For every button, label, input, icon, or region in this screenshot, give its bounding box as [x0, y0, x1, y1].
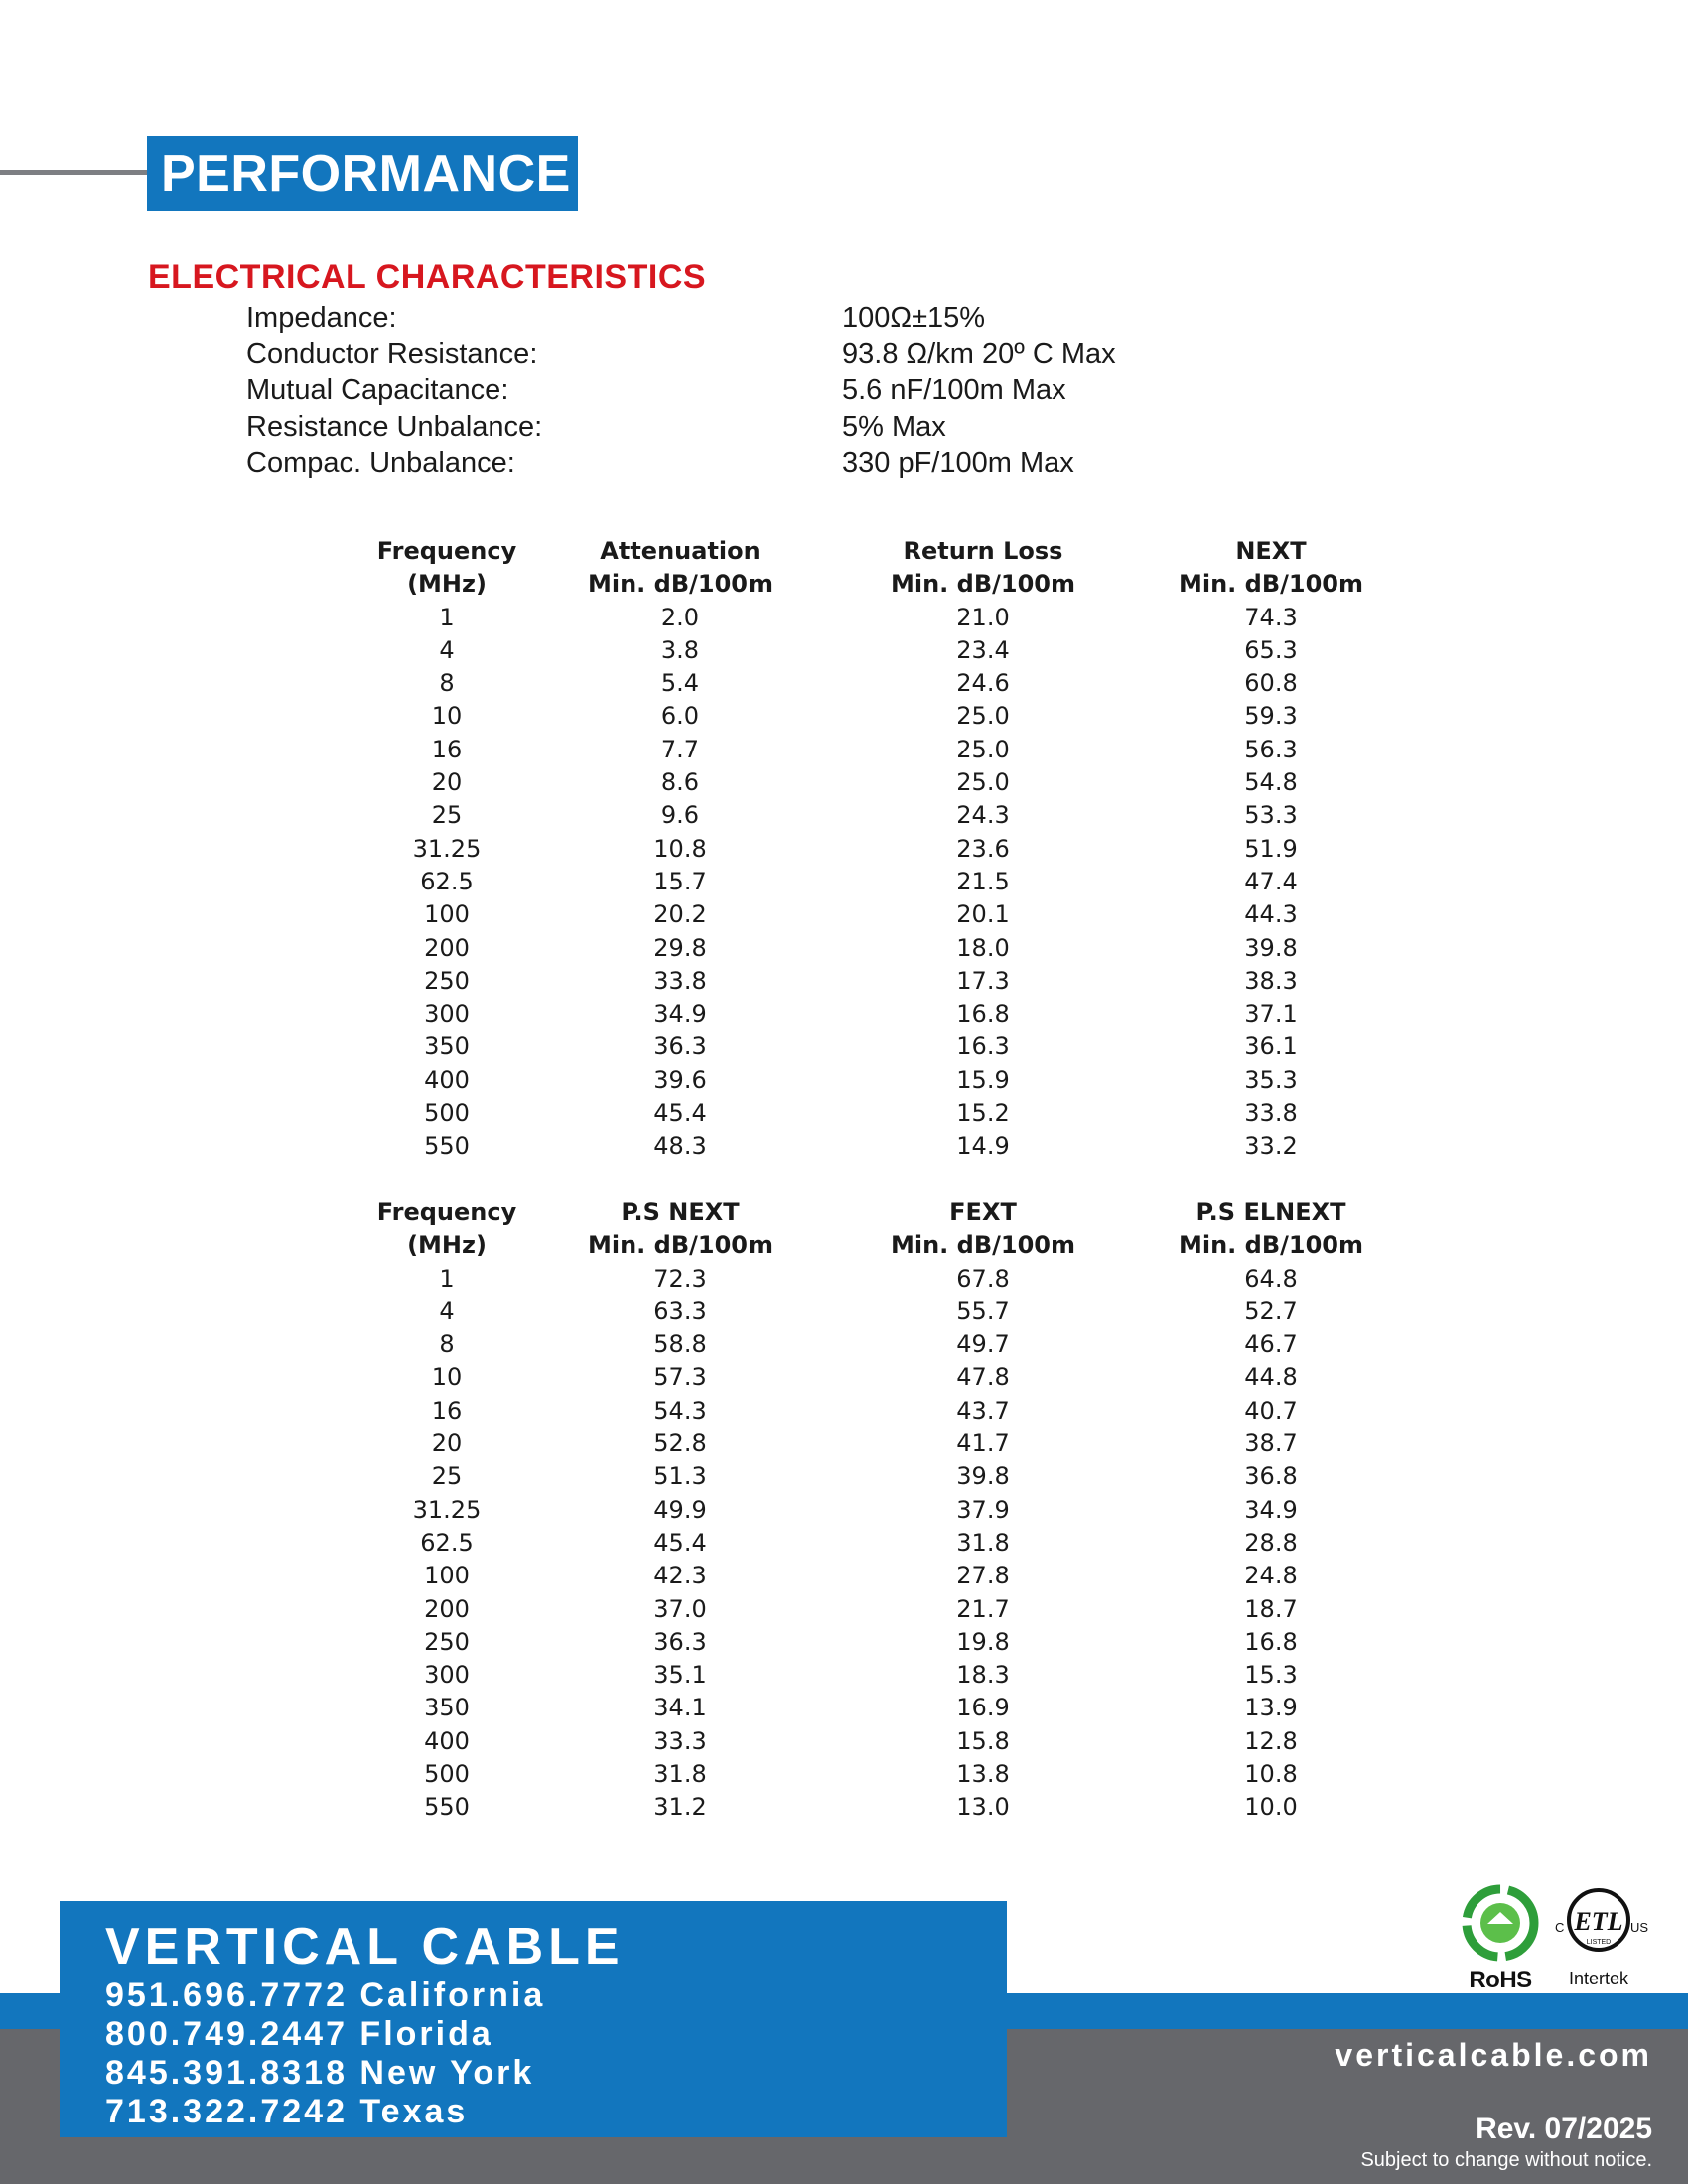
table-cell: 35.1 — [653, 1661, 707, 1690]
table-cell: 31.25 — [412, 1495, 482, 1524]
table-cell: 21.7 — [956, 1594, 1010, 1623]
table-cell: 15.8 — [956, 1726, 1010, 1755]
table-cell: 6.0 — [660, 702, 700, 731]
table-cell: 34.9 — [653, 1000, 707, 1028]
table-cell: 47.8 — [956, 1363, 1010, 1392]
table-cell: 39.8 — [1244, 933, 1298, 962]
etl-us-text: US — [1630, 1920, 1648, 1935]
table-cell: 74.3 — [1244, 603, 1298, 631]
table-cell: 58.8 — [653, 1330, 707, 1359]
table-cell: 18.0 — [956, 933, 1010, 962]
table-cell: 8 — [439, 1330, 455, 1359]
table-header-cell: Return Loss — [903, 537, 1063, 565]
table-cell: 52.8 — [653, 1430, 707, 1458]
table-cell: 36.3 — [653, 1627, 707, 1656]
table-row — [338, 634, 1410, 667]
table-row — [338, 1494, 1410, 1527]
table-cell: 21.0 — [956, 603, 1010, 631]
table-row — [338, 1460, 1410, 1493]
table-cell: 31.2 — [653, 1793, 707, 1822]
table-cell: 10 — [431, 1363, 463, 1392]
table-cell: 65.3 — [1244, 635, 1298, 664]
table-row — [338, 833, 1410, 866]
table-header-cell: P.S NEXT — [621, 1198, 740, 1226]
table-cell: 20 — [431, 1430, 463, 1458]
spec-label: Mutual Capacitance: — [246, 374, 509, 406]
table-cell: 33.3 — [653, 1726, 707, 1755]
table-cell: 8 — [439, 669, 455, 698]
table-cell: 46.7 — [1244, 1330, 1298, 1359]
table-row — [338, 965, 1410, 998]
table-cell: 7.7 — [660, 735, 700, 763]
table-cell: 200 — [424, 933, 470, 962]
rohs-label: RoHS — [1469, 1967, 1532, 1993]
table-cell: 16 — [431, 735, 463, 763]
table-cell: 17.3 — [956, 966, 1010, 995]
table-row — [338, 766, 1410, 799]
rohs-logo — [1458, 1884, 1543, 1994]
table-cell: 14.9 — [956, 1132, 1010, 1160]
table-cell: 34.1 — [653, 1694, 707, 1722]
table-cell: 550 — [424, 1132, 470, 1160]
spec-row — [246, 337, 1239, 373]
table-cell: 16 — [431, 1396, 463, 1425]
table-cell: 10.8 — [1244, 1760, 1298, 1789]
table-row — [338, 1361, 1410, 1394]
table-cell: 24.6 — [956, 669, 1010, 698]
table-cell: 1 — [439, 1264, 455, 1293]
section-title: PERFORMANCE — [147, 136, 578, 211]
table-cell: 18.7 — [1244, 1594, 1298, 1623]
table-cell: 49.9 — [653, 1495, 707, 1524]
table-cell: 3.8 — [660, 635, 700, 664]
table-cell: 39.8 — [956, 1462, 1010, 1491]
table-cell: 31.25 — [412, 834, 482, 863]
table-header-cell: FEXT — [949, 1198, 1017, 1226]
etl-logo — [1549, 1884, 1648, 1989]
table-cell: 12.8 — [1244, 1726, 1298, 1755]
table-cell: 350 — [424, 1032, 470, 1061]
table-row — [338, 667, 1410, 700]
table-row — [338, 1296, 1410, 1328]
table-cell: 44.3 — [1244, 900, 1298, 929]
table-header-cell: Frequency — [376, 1198, 517, 1226]
table-cell: 23.6 — [956, 834, 1010, 863]
table-header-row — [338, 1229, 1410, 1262]
spec-value: 5.6 nF/100m Max — [842, 374, 1066, 406]
spec-label: Impedance: — [246, 302, 397, 334]
table-row — [338, 799, 1410, 832]
table-cell: 51.9 — [1244, 834, 1298, 863]
table-cell: 54.3 — [653, 1396, 707, 1425]
table-row — [338, 734, 1410, 766]
table-cell: 31.8 — [956, 1528, 1010, 1557]
performance-table-2 — [338, 1196, 1410, 1825]
table-header-cell: Min. dB/100m — [1178, 1231, 1363, 1260]
etl-listed-text: LISTED — [1586, 1939, 1612, 1946]
table-row — [338, 1130, 1410, 1162]
table-row — [338, 1593, 1410, 1626]
change-notice: Subject to change without notice. — [1360, 2149, 1652, 2171]
table-cell: 18.3 — [956, 1661, 1010, 1690]
electrical-spec-list — [246, 300, 1239, 481]
table-cell: 62.5 — [420, 867, 474, 895]
table-cell: 36.1 — [1244, 1032, 1298, 1061]
table-header-cell: (MHz) — [407, 570, 487, 599]
table-cell: 15.7 — [653, 867, 707, 895]
table-cell: 33.8 — [1244, 1099, 1298, 1128]
table-cell: 400 — [424, 1065, 470, 1094]
table-cell: 45.4 — [653, 1528, 707, 1557]
table-cell: 250 — [424, 1627, 470, 1656]
table-row — [338, 898, 1410, 931]
table-header-cell: Min. dB/100m — [890, 1231, 1075, 1260]
table-cell: 15.3 — [1244, 1661, 1298, 1690]
table-cell: 2.0 — [660, 603, 700, 631]
table-header-cell: (MHz) — [407, 1231, 487, 1260]
table-row — [338, 1791, 1410, 1824]
table-cell: 23.4 — [956, 635, 1010, 664]
table-header-cell: P.S ELNEXT — [1196, 1198, 1346, 1226]
table-cell: 100 — [424, 1562, 470, 1590]
brand-name: VERTICAL CABLE — [105, 1918, 625, 1976]
table-cell: 10 — [431, 702, 463, 731]
table-row — [338, 1758, 1410, 1791]
table-cell: 15.2 — [956, 1099, 1010, 1128]
table-cell: 41.7 — [956, 1430, 1010, 1458]
spec-row — [246, 445, 1239, 481]
table-cell: 36.8 — [1244, 1462, 1298, 1491]
table-cell: 53.3 — [1244, 801, 1298, 830]
table-header-cell: Min. dB/100m — [890, 570, 1075, 599]
website-link[interactable]: verticalcable.com — [1335, 2037, 1652, 2073]
table-row — [338, 1428, 1410, 1460]
spec-value: 100Ω±15% — [842, 302, 986, 334]
table-cell: 38.7 — [1244, 1430, 1298, 1458]
table-cell: 51.3 — [653, 1462, 707, 1491]
phone-new-york: 845.391.8318 New York — [105, 2054, 535, 2092]
table-cell: 25.0 — [956, 702, 1010, 731]
contact-box — [60, 1901, 1007, 2137]
table-cell: 13.0 — [956, 1793, 1010, 1822]
table-header-row — [338, 535, 1410, 568]
table-cell: 25.0 — [956, 735, 1010, 763]
table-cell: 300 — [424, 1661, 470, 1690]
table-cell: 25 — [431, 1462, 463, 1491]
table-cell: 20.2 — [653, 900, 707, 929]
table-header-cell: Min. dB/100m — [587, 570, 773, 599]
table-cell: 100 — [424, 900, 470, 929]
table-row — [338, 1097, 1410, 1130]
table-cell: 4 — [439, 635, 455, 664]
table-cell: 37.9 — [956, 1495, 1010, 1524]
electrical-characteristics-heading: ELECTRICAL CHARACTERISTICS — [148, 258, 707, 296]
spec-label: Conductor Resistance: — [246, 338, 538, 370]
table-cell: 10.0 — [1244, 1793, 1298, 1822]
table-cell: 16.8 — [1244, 1627, 1298, 1656]
table-row — [338, 602, 1410, 634]
table-cell: 5.4 — [660, 669, 700, 698]
table-row — [338, 1030, 1410, 1063]
table-cell: 39.6 — [653, 1065, 707, 1094]
table-cell: 40.7 — [1244, 1396, 1298, 1425]
table-cell: 550 — [424, 1793, 470, 1822]
table-row — [338, 1395, 1410, 1428]
etl-listed-icon — [1549, 1884, 1648, 1964]
performance-table-1 — [338, 535, 1410, 1163]
table-cell: 25 — [431, 801, 463, 830]
table-cell: 8.6 — [660, 768, 700, 797]
table-cell: 24.3 — [956, 801, 1010, 830]
table-cell: 42.3 — [653, 1562, 707, 1590]
table-cell: 31.8 — [653, 1760, 707, 1789]
table-cell: 62.5 — [420, 1528, 474, 1557]
table-cell: 13.8 — [956, 1760, 1010, 1789]
table-cell: 500 — [424, 1099, 470, 1128]
table-cell: 16.9 — [956, 1694, 1010, 1722]
etl-c-text: C — [1555, 1920, 1565, 1935]
table-cell: 49.7 — [956, 1330, 1010, 1359]
table-row — [338, 998, 1410, 1030]
revision-label: Rev. 07/2025 — [1476, 2113, 1652, 2145]
table-row — [338, 1263, 1410, 1296]
phone-california: 951.696.7772 California — [105, 1977, 546, 2014]
phone-texas: 713.322.7242 Texas — [105, 2093, 469, 2130]
table-cell: 16.3 — [956, 1032, 1010, 1061]
table-cell: 400 — [424, 1726, 470, 1755]
table-cell: 55.7 — [956, 1297, 1010, 1325]
table-cell: 35.3 — [1244, 1065, 1298, 1094]
table-cell: 56.3 — [1244, 735, 1298, 763]
table-cell: 64.8 — [1244, 1264, 1298, 1293]
table-row — [338, 1626, 1410, 1659]
spec-value: 5% Max — [842, 410, 946, 443]
table-row — [338, 866, 1410, 898]
table-cell: 16.8 — [956, 1000, 1010, 1028]
table-cell: 9.6 — [660, 801, 700, 830]
table-cell: 200 — [424, 1594, 470, 1623]
recycle-icon — [1458, 1884, 1543, 1962]
table-cell: 33.8 — [653, 966, 707, 995]
table-row — [338, 1328, 1410, 1361]
table-cell: 27.8 — [956, 1562, 1010, 1590]
table-cell: 57.3 — [653, 1363, 707, 1392]
table-cell: 20.1 — [956, 900, 1010, 929]
table-row — [338, 1064, 1410, 1097]
table-cell: 37.1 — [1244, 1000, 1298, 1028]
table-row — [338, 1560, 1410, 1592]
table-cell: 350 — [424, 1694, 470, 1722]
table-cell: 19.8 — [956, 1627, 1010, 1656]
spec-row — [246, 372, 1239, 409]
table-header-cell: Min. dB/100m — [587, 1231, 773, 1260]
table-row — [338, 1692, 1410, 1724]
table-row — [338, 1527, 1410, 1560]
spec-row — [246, 409, 1239, 446]
table-header-row — [338, 1196, 1410, 1229]
table-cell: 67.8 — [956, 1264, 1010, 1293]
spec-label: Compac. Unbalance: — [246, 447, 515, 478]
table-cell: 1 — [439, 603, 455, 631]
spec-label: Resistance Unbalance: — [246, 410, 543, 443]
phone-florida: 800.749.2447 Florida — [105, 2015, 493, 2053]
table-cell: 10.8 — [653, 834, 707, 863]
table-header-cell: Min. dB/100m — [1178, 570, 1363, 599]
table-cell: 15.9 — [956, 1065, 1010, 1094]
table-cell: 60.8 — [1244, 669, 1298, 698]
table-cell: 59.3 — [1244, 702, 1298, 731]
table-cell: 54.8 — [1244, 768, 1298, 797]
table-cell: 47.4 — [1244, 867, 1298, 895]
table-cell: 33.2 — [1244, 1132, 1298, 1160]
spec-row — [246, 300, 1239, 337]
table-cell: 29.8 — [653, 933, 707, 962]
table-cell: 72.3 — [653, 1264, 707, 1293]
table-cell: 500 — [424, 1760, 470, 1789]
table-cell: 250 — [424, 966, 470, 995]
table-row — [338, 700, 1410, 733]
table-cell: 44.8 — [1244, 1363, 1298, 1392]
table-cell: 36.3 — [653, 1032, 707, 1061]
table-header-cell: Frequency — [376, 537, 517, 565]
table-header-cell: NEXT — [1235, 537, 1307, 565]
table-cell: 25.0 — [956, 768, 1010, 797]
spec-value: 93.8 Ω/km 20º C Max — [842, 338, 1116, 370]
table-cell: 43.7 — [956, 1396, 1010, 1425]
table-row — [338, 932, 1410, 965]
header-rule — [0, 170, 149, 175]
table-header-cell: Attenuation — [600, 537, 761, 565]
table-cell: 52.7 — [1244, 1297, 1298, 1325]
intertek-label: Intertek — [1568, 1969, 1629, 1988]
table-cell: 21.5 — [956, 867, 1010, 895]
table-cell: 48.3 — [653, 1132, 707, 1160]
table-cell: 38.3 — [1244, 966, 1298, 995]
table-row — [338, 1659, 1410, 1692]
table-cell: 63.3 — [653, 1297, 707, 1325]
etl-mark-text: ETL — [1574, 1907, 1623, 1936]
table-cell: 45.4 — [653, 1099, 707, 1128]
table-cell: 34.9 — [1244, 1495, 1298, 1524]
table-cell: 28.8 — [1244, 1528, 1298, 1557]
table-cell: 300 — [424, 1000, 470, 1028]
table-row — [338, 1725, 1410, 1758]
table-cell: 13.9 — [1244, 1694, 1298, 1722]
table-header-row — [338, 568, 1410, 601]
table-cell: 4 — [439, 1297, 455, 1325]
table-cell: 20 — [431, 768, 463, 797]
table-cell: 37.0 — [653, 1594, 707, 1623]
spec-value: 330 pF/100m Max — [842, 447, 1074, 478]
table-cell: 24.8 — [1244, 1562, 1298, 1590]
